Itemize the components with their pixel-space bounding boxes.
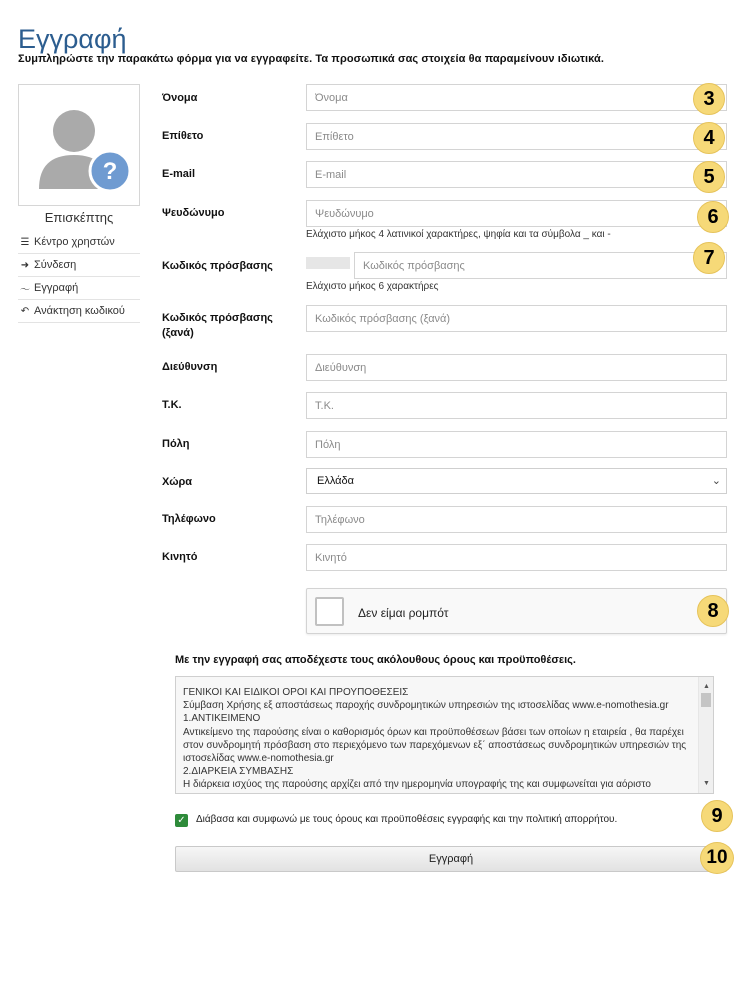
terms-scrollbar[interactable] [698,677,713,793]
terms-heading: Με την εγγραφή σας αποδέχεστε τους ακόλουθους όρους και προϋποθέσεις. [175,654,576,666]
register-button[interactable]: Εγγραφή [175,846,727,872]
phone-label: Τηλέφωνο [162,513,216,525]
phone-input[interactable] [306,506,727,533]
password-hint: Ελάχιστο μήκος 6 χαρακτήρες [306,281,439,292]
mobile-input[interactable] [306,544,727,571]
sidebar-item-recover-password[interactable] [18,300,140,323]
city-input[interactable] [306,431,727,458]
checkmark-icon: ✓ [177,815,186,826]
undo-icon: ↶ [20,305,30,317]
list-icon: ☰ [20,236,30,248]
recaptcha-checkbox[interactable] [315,597,344,626]
password-strength-indicator [306,257,350,269]
terms-line: Η διάρκεια ισχύος της παρούσης αρχίζει από την ημερομηνία υπογραφής της και συμφωνείται για αόριστο [183,779,651,791]
sidebar-item-user-center[interactable] [18,231,140,254]
username-input[interactable] [306,200,727,227]
email-input[interactable] [306,161,727,188]
first-name-label: Όνομα [162,92,198,104]
sidebar-item-register[interactable] [18,277,140,300]
last-name-input[interactable] [306,123,727,150]
country-select-value: Ελλάδα [317,475,355,487]
avatar-question-mark: ? [102,158,118,185]
terms-line: Αντικείμενο της παρούσης είναι ο καθορισμός όρων και προϋποθέσεων βάσει των οποίων η εταιρεία , θα παρέχει στον συνδρομητή πρόσβαση στο περιεχόμενο των παρεχόμενων εξ΄ αποστάσεως συνδρομητικών υπηρεσιών της ιστοσελίδας www.e-nomothesia.gr [183,726,687,765]
password-repeat-label [162,311,273,341]
sidebar-menu [18,231,140,323]
postal-code-label: Τ.Κ. [162,399,182,411]
country-select[interactable] [306,468,727,494]
page-title: Εγγραφή [18,24,127,55]
address-label: Διεύθυνση [162,361,218,373]
terms-line: ΓΕΝΙΚΟΙ ΚΑΙ ΕΙΔΙΚΟΙ ΟΡΟΙ ΚΑΙ ΠΡΟΥΠΟΘΕΣΕΙΣ [183,687,409,698]
password-repeat-label-line1: Κωδικός πρόσβασης [162,312,273,324]
recaptcha-widget [306,588,727,634]
scroll-down-icon[interactable]: ▼ [703,779,710,787]
scroll-up-icon[interactable]: ▲ [703,683,710,690]
last-name-label: Επίθετο [162,130,204,142]
username-label: Ψευδώνυμο [162,207,225,219]
address-input[interactable] [306,354,727,381]
avatar-placeholder-icon [19,85,139,205]
sidebar-item-login[interactable] [18,254,140,277]
annotation-badge-4: 4 [693,122,725,154]
password-repeat-label-line2: (ξανά) [162,327,194,339]
password-input[interactable] [354,252,727,279]
login-icon: ➜ [20,259,30,271]
signature-icon: 〜 [20,284,30,296]
visitor-label: Επισκέπτης [44,210,114,225]
terms-line: 1.ΑΝΤΙΚΕΙΜΕΝΟ [183,713,261,725]
chevron-down-icon: ⌄ [711,475,721,487]
annotation-badge-9: 9 [701,800,733,832]
password-repeat-input[interactable] [306,305,727,332]
annotation-badge-10: 10 [700,842,734,874]
intro-text: Συμπληρώστε την παρακάτω φόρμα για να εγγραφείτε. Τα προσωπικά σας στοιχεία θα παραμείνουν ιδιωτικά. [18,53,604,65]
password-label: Κωδικός πρόσβασης [162,260,273,272]
agree-checkbox[interactable] [175,814,188,827]
recaptcha-label: Δεν είμαι ρομπότ [358,606,449,620]
sidebar-item-label: Κέντρο χρηστών [34,236,115,248]
terms-line: 2.ΔΙΑΡΚΕΙΑ ΣΥΜΒΑΣΗΣ [183,766,294,778]
city-label: Πόλη [162,438,190,450]
annotation-badge-5: 5 [693,161,725,193]
mobile-label: Κινητό [162,551,198,563]
first-name-input[interactable] [306,84,727,111]
annotation-badge-8: 8 [697,595,729,627]
sidebar-item-label: Σύνδεση [34,259,77,271]
terms-line: Σύμβαση Χρήσης εξ αποστάσεως παροχής συνδρομητικών υπηρεσιών της ιστοσελίδας www.e-nomothesia.gr [183,700,669,712]
scrollbar-thumb[interactable] [701,693,711,707]
email-label: E-mail [162,168,196,180]
annotation-badge-3: 3 [693,83,725,115]
agree-label: Διάβασα και συμφωνώ με τους όρους και προϋποθέσεις εγγραφής και την πολιτική απορρήτου. [196,814,618,825]
annotation-badge-7: 7 [693,242,725,274]
country-label: Χώρα [162,476,193,488]
sidebar-item-label: Ανάκτηση κωδικού [34,305,125,317]
postal-code-input[interactable] [306,392,727,419]
username-hint: Ελάχιστο μήκος 4 λατινικοί χαρακτήρες, ψηφία και τα σύμβολα _ και - [306,229,611,240]
avatar [18,84,140,206]
terms-textarea[interactable] [175,676,714,794]
sidebar-item-label: Εγγραφή [34,282,79,294]
annotation-badge-6: 6 [697,201,729,233]
